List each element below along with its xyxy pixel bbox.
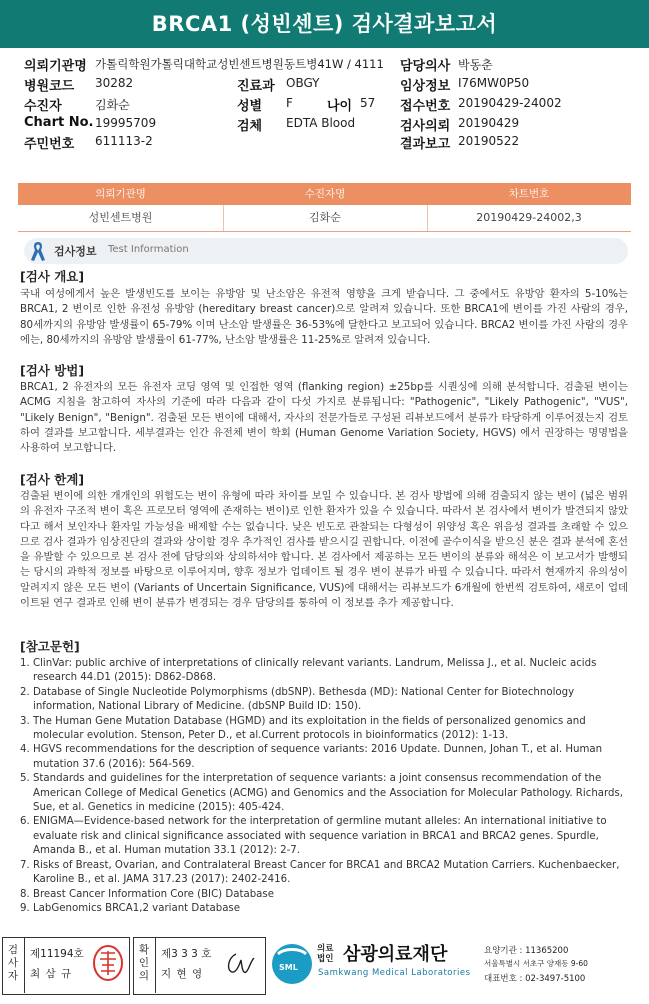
summary-table-header [18,183,631,205]
section-subtitle: Test Information [108,244,189,255]
sml-logo-text: SML [279,963,298,972]
label-age: 나이 [327,99,353,114]
label-doctor: 담당의사 [400,59,451,74]
references-list [20,657,630,916]
value-resident-no: 611113-2 [95,134,153,148]
institution-phone: 대표번호 : 02-3497-5100 [484,974,586,984]
summary-table [18,183,631,231]
institution-prefix: 의료법인 [317,944,334,964]
method-text: BRCA1, 2 유전자의 모든 유전자 코딩 영역 및 인접한 영역 (flanking region) ±25bp를 시퀀싱에 의해 분석합니다. 검출된 변이는 ACMG 지침을 참고하여 자사의 기준에 따라 다음과 같이 다섯 가지로 분류됩니다: "Pathogenic", "Likely Pathogenic", "VUS", "Likely Benign", "Benign". 검출된 모든 변이에 대해서, 자사의 전문가들로 구성된 리뷰보드에서 분류가 타당하게 이루어졌는지 검토하여 결과를 보고합니다. 세부결과는 인간 유전체 변이 학회 (Human Genome Variation Society, HGVS) 에서 권장하는 명명법을 사용하여 보고합니다. [20,381,628,455]
limits-heading: [검사 한계] [20,472,85,487]
awareness-ribbon-icon [28,240,48,262]
reference-item: 8. Breast Cancer Information Core (BIC) Database [20,888,275,900]
tester-seal-icon [92,943,124,983]
label-report-date: 결과보고 [400,137,451,152]
value-request-date: 20190429 [458,116,520,130]
summary-header-chart: 차트번호 [508,188,550,200]
reference-item: 6. ENIGMA—Evidence-based network for the interpretation of germline mutant alleles: An international initiative to evaluate risk and clinical significance associated with sequence variation in BRCA1 and BRCA2 genes. Spurdle, Amanda B., et al. Human mutation 33.1 (2012): 2-7. [20,816,607,857]
value-dept: OBGY [286,76,320,90]
summary-cell-patient: 김화순 [309,211,341,224]
institution-name-en: Samkwang Medical Laboratories [318,968,471,978]
institution-name: 삼광의료재단 [343,944,448,965]
value-ward: 동트병41W / 4111 [284,57,384,71]
approver-license-no: 제3 3 3 호 [161,948,212,960]
value-clinical-info: I76MW0P50 [458,76,530,90]
approver-label-text: 확인의 [138,944,150,982]
summary-header-patient: 수진자명 [304,188,346,200]
approver-name: 지 현 영 [161,968,204,980]
reference-item: 1. ClinVar: public archive of interpretations of clinically relevant variants. Landrum, Melissa J., et al. Nucleic acids research 44.D1 (2015): D862-D868. [20,658,597,684]
tester-label-text: 검사자 [7,944,19,982]
overview-heading: [검사 개요] [20,269,85,284]
label-request-date: 검사의뢰 [400,119,451,134]
reference-item: 5. Standards and guidelines for the interpretation of sequence variants: a joint consensus recommendation of the American College of Medical Genetics (ACMG) and Genomics and the Association for Molecular Pathology. Richards, Sue, et al. Genetics in medicine (2015): 405-424. [20,773,624,814]
section-title: 검사정보 [54,245,97,258]
approver-signature-icon [222,950,258,978]
summary-table-row [18,205,631,232]
label-dept: 진료과 [237,79,275,94]
summary-cell-institution: 성빈센트병원 [88,211,153,224]
summary-cell-chart: 20190429-24002,3 [476,211,582,224]
overview-text: 국내 여성에게서 높은 발생빈도를 보이는 유방암 및 난소암은 유전적 영향을 크게 받습니다. 그 중에서도 유방암 환자의 5-10%는 BRCA1, 2 변이로 인한 유전성 유방암 (hereditary breast cancer)으로 알려져 있습니다. 또한 BRCA1에 변이를 가진 사람의 경우, 80세까지의 유방암 발생률이 65-79% 이며 난소암 발생률은 36-53%에 달한다고 보고되어 있습니다. BRCA2 변이를 가진 사람의 경우에는, 80세까지의 유방암 발생률이 61-77%, 난소암 발생률은 11-25%로 알려져 있습니다. [20,288,628,346]
reference-item: 2. Database of Single Nucleotide Polymorphisms (dbSNP). Bethesda (MD): National Center for Biotechnology information, National Library of Medicine. (dbSNP Build ID: 150). [20,686,575,713]
value-specimen: EDTA Blood [286,116,356,130]
references-heading: [참고문헌] [20,639,80,654]
reference-item: 4. HGVS recommendations for the description of sequence variants: 2016 Update. Dunnen, Johan T., et al. Human mutation 37.6 (2016): 564-569. [20,744,603,770]
value-hospital-code: 30282 [95,76,134,90]
value-receipt-no: 20190429-24002 [458,96,562,110]
label-clinical-info: 임상정보 [400,79,451,94]
summary-header-institution: 의뢰기관명 [95,188,146,200]
label-specimen: 검체 [237,119,263,134]
care-institution-no: 요양기관 : 11365200 [484,946,569,956]
institution-address: 서울특별시 서초구 양재동 9-60 [484,959,588,968]
value-requesting-institution: 가톨릭학원가톨릭대학교성빈센트병원 [95,57,284,71]
label-requesting-institution: 의뢰기관명 [24,59,87,74]
label-patient: 수진자 [24,99,62,114]
method-heading: [검사 방법] [20,363,85,378]
value-chart-no: 19995709 [95,116,157,130]
approver-label [136,944,152,983]
value-doctor: 박동춘 [458,58,493,72]
reference-item: 3. The Human Gene Mutation Database (HGMD) and its exploitation in the fields of personalized genomics and molecular evolution. Stenson, Peter D., et al.Current protocols in bioinformatics (2012): 1-13. [20,715,586,742]
label-hospital-code: 병원코드 [24,79,75,94]
reference-item: 9. LabGenomics BRCA1,2 variant Database [20,902,241,914]
report-title: BRCA1 (성빈센트) 검사결과보고서 [0,0,649,48]
label-sex: 성별 [237,99,263,114]
tester-name: 최 삼 규 [30,968,73,980]
value-report-date: 20190522 [458,134,520,148]
value-patient: 김화순 [95,98,130,112]
value-age: 57 [360,96,376,110]
tester-label [5,944,21,983]
reference-item: 7. Risks of Breast, Ovarian, and Contralateral Breast Cancer for BRCA1 and BRCA2 Mutation Carriers. Kuchenbaecker, Karoline B., et al. JAMA 317.23 (2017): 2402-2416. [20,859,620,886]
limits-text: 검출된 변이에 의한 개개인의 위험도는 변이 유형에 따라 차이를 보일 수 있습니다. 본 검사 방법에 의해 검출되지 않는 변이 (넓은 범위의 유전자 구조적 변이 혹은 프로모터 영역에 존재하는 변이)로 인한 환자가 있을 수 있습니다. 따라서 본 검사에서 변이가 발견되지 않았다고 해서 보인자나 환자일 가능성을 배제할 수는 없습니다. 낮은 빈도로 관찰되는 다형성이 위양성 혹은 위음성 결과를 초래할 수 있으므로 검사 결과가 임상진단의 결과와 상이할 경우 추가적인 검사를 받으시길 권합니다. 이전에 골수이식을 받으신 분은 결과 분석에 혼선을 유발할 수 있으므로 본 검사 전에 담당의와 상의하셔야 합니다. 본 검사에서 제공하는 모든 변이의 분류와 해석은 이 보고서가 발행되는 당시의 과학적 정보를 바탕으로 이루어지며, 향후 정보가 업데이트 될 경우 변이 분류가 바뀔 수 있습니다. 따라서 현재까지 유의성이 알려지지 않은 모든 변이 (Variants of Uncertain Significance, VUS)에 대해서는 리뷰보드가 6개월에 한번씩 검토하여, 새로이 업데이트된 연구 결과로 인해 변이 분류가 변경되는 경우 담당의를 통하여 이 정보를 추가 제공합니다. [20,490,628,610]
label-receipt-no: 접수번호 [400,99,451,114]
label-chart-no: Chart No. [24,115,94,130]
tester-license-no: 제11194호 [30,948,84,960]
label-resident-no: 주민번호 [24,137,75,152]
value-sex: F [286,96,293,110]
